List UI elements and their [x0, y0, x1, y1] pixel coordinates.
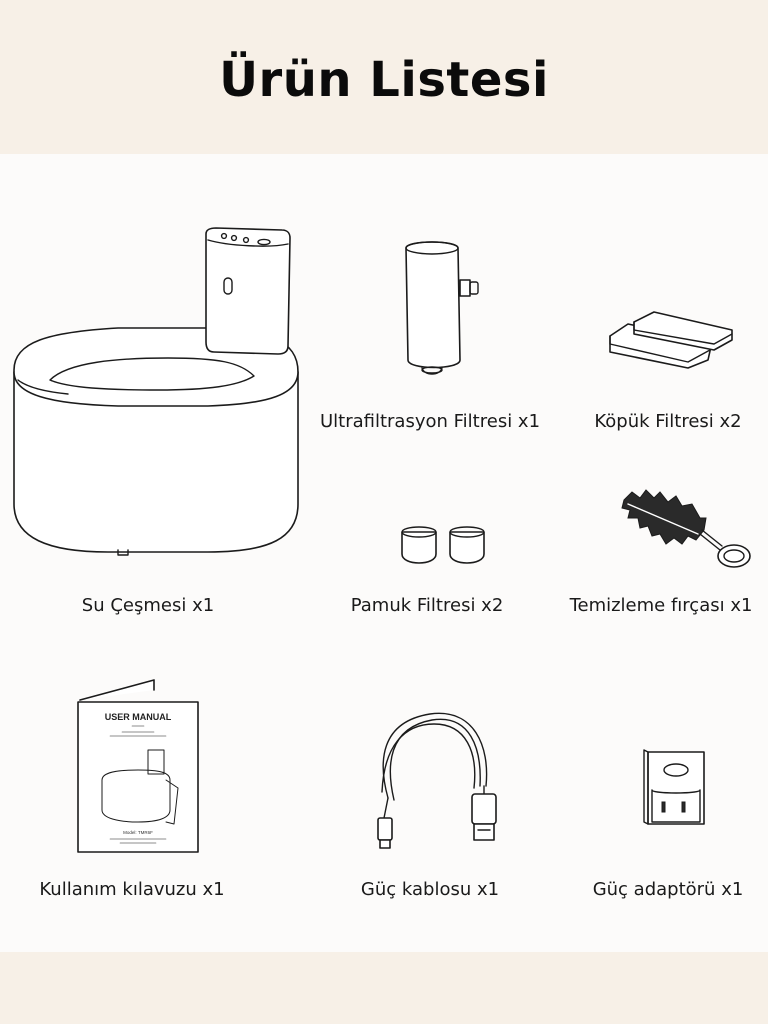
item-label-foam: Köpük Filtresi x2 — [594, 411, 742, 432]
footer-band — [0, 952, 768, 1024]
power-adapter-icon — [642, 746, 712, 830]
cleaning-brush-icon — [618, 484, 758, 576]
cotton-filter-icon — [396, 522, 492, 570]
water-fountain-icon — [8, 222, 308, 562]
item-label-brush: Temizleme fırçası x1 — [569, 595, 753, 616]
power-cable-icon — [374, 706, 504, 856]
page-title: Ürün Listesi — [219, 52, 549, 108]
foam-filter-icon — [604, 304, 740, 380]
manual-model: Model: TMR6F — [123, 830, 153, 835]
item-label-ultrafiltration: Ultrafiltrasyon Filtresi x1 — [319, 411, 541, 432]
item-label-cotton: Pamuk Filtresi x2 — [350, 595, 504, 616]
item-label-adapter: Güç adaptörü x1 — [592, 879, 744, 900]
ultrafiltration-filter-icon — [396, 236, 492, 382]
user-manual-icon — [74, 676, 204, 856]
item-label-manual: Kullanım kılavuzu x1 — [39, 879, 225, 900]
item-label-cable: Güç kablosu x1 — [360, 879, 500, 900]
item-label-fountain: Su Çeşmesi x1 — [81, 595, 215, 616]
manual-heading: USER MANUAL — [104, 712, 172, 722]
